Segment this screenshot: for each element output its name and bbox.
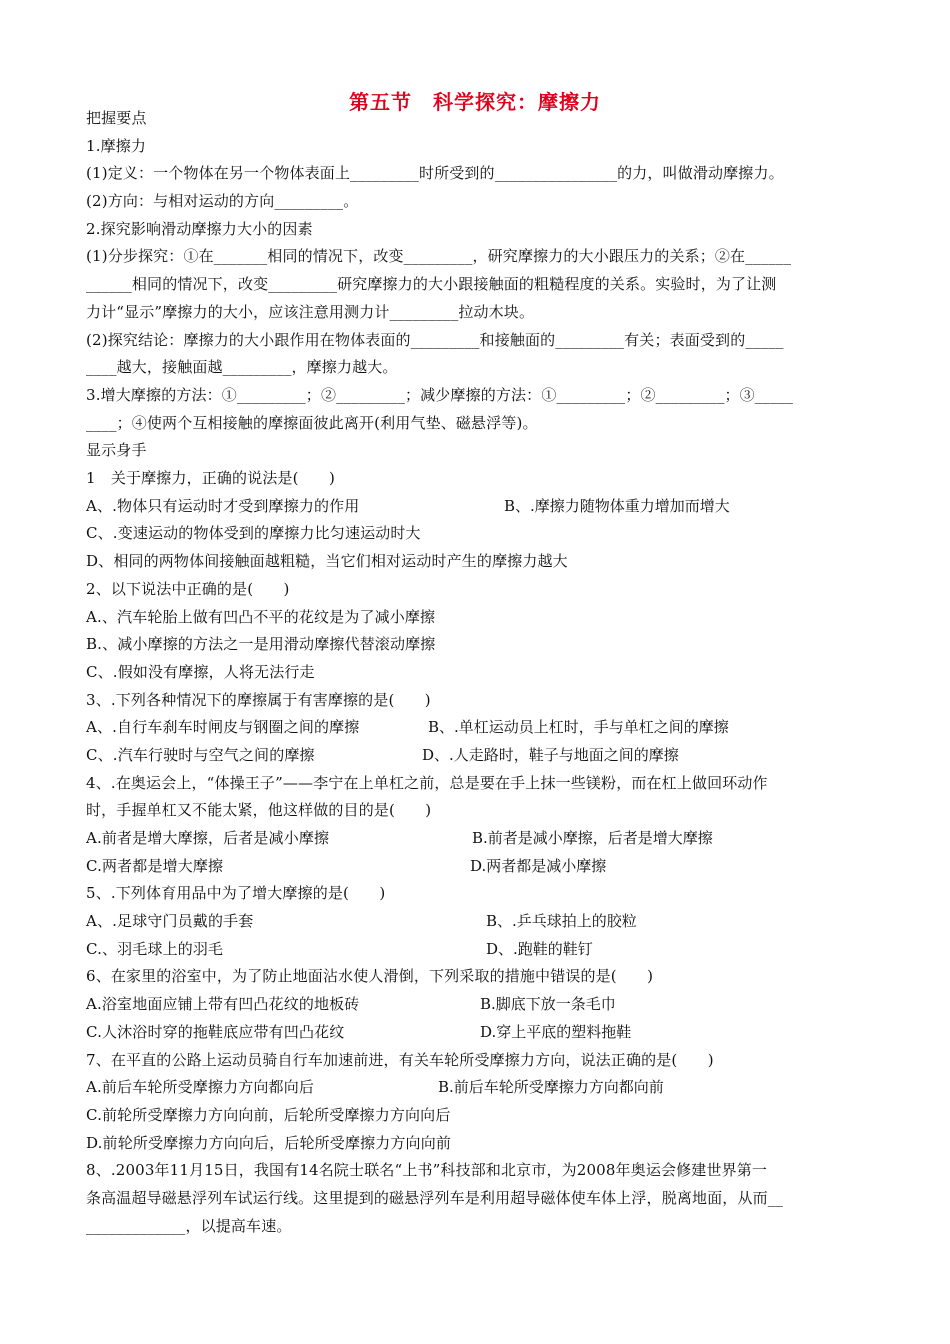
- key-point-line: (1)定义：一个物体在另一个物体表面上_________时所受到的________________的力，叫做滑动摩擦力。: [86, 164, 784, 182]
- key-point-line: (2)方向：与相对运动的方向_________。: [86, 192, 359, 210]
- question-6-option-a: A.浴室地面应铺上带有凹凸花纹的地板砖: [86, 995, 360, 1013]
- question-3-option-b: B、.单杠运动员上杠时，手与单杠之间的摩擦: [428, 718, 729, 736]
- question-6-option-c: C.人沐浴时穿的拖鞋底应带有凹凸花纹: [86, 1023, 345, 1041]
- key-point-line: ____越大，接触面越_________，摩擦力越大。: [86, 358, 398, 376]
- question-3-option-d: D、.人走路时，鞋子与地面之间的摩擦: [422, 746, 679, 764]
- section-heading-show: 显示身手: [86, 441, 147, 459]
- key-point-line: 力计“显示”摩擦力的大小，应该注意用测力计_________拉动木块。: [86, 303, 535, 321]
- question-1-option-a: A、.物体只有运动时才受到摩擦力的作用: [86, 497, 360, 515]
- page-title: 第五节 科学探究：摩擦力: [349, 90, 601, 114]
- question-6-stem: 6、在家里的浴室中，为了防止地面沾水使人滑倒，下列采取的措施中错误的是( ): [86, 967, 654, 985]
- question-7-option-c: C.前轮所受摩擦力方向向前，后轮所受摩擦力方向向后: [86, 1106, 451, 1124]
- question-5-option-d: D、.跑鞋的鞋钉: [486, 940, 593, 958]
- question-1-option-c: C、.变速运动的物体受到的摩擦力比匀速运动时大: [86, 524, 421, 542]
- key-point-line: 2.探究影响滑动摩擦力大小的因素: [86, 220, 313, 238]
- question-5-option-c: C.、羽毛球上的羽毛: [86, 940, 224, 958]
- question-1-stem: 1 关于摩擦力，正确的说法是( ): [86, 469, 335, 487]
- question-7-option-b: B.前后车轮所受摩擦力方向都向前: [438, 1078, 664, 1096]
- question-8-line: 8、.2003年11月15日，我国有14名院士联名“上书”科技部和北京市，为2008年奥运会修建世界第一: [86, 1161, 768, 1179]
- question-6-option-d: D.穿上平底的塑料拖鞋: [480, 1023, 632, 1041]
- question-2-stem: 2、以下说法中正确的是( ): [86, 580, 290, 598]
- question-3-option-c: C、.汽车行驶时与空气之间的摩擦: [86, 746, 315, 764]
- key-point-line: 1.摩擦力: [86, 137, 147, 155]
- question-2-option-b: B.、减小摩擦的方法之一是用滑动摩擦代替滚动摩擦: [86, 635, 436, 653]
- section-heading-key-points: 把握要点: [86, 109, 147, 127]
- question-4-option-c: C.两者都是增大摩擦: [86, 857, 224, 875]
- question-7-stem: 7、在平直的公路上运动员骑自行车加速前进，有关车轮所受摩擦力方向，说法正确的是( ): [86, 1051, 714, 1069]
- key-point-line: (1)分步探究：①在_______相同的情况下，改变_________，研究摩擦力的大小跟压力的关系；②在______: [86, 247, 792, 265]
- question-7-option-d: D.前轮所受摩擦力方向向后，后轮所受摩擦力方向向前: [86, 1134, 452, 1152]
- question-7-option-a: A.前后车轮所受摩擦力方向都向后: [86, 1078, 315, 1096]
- question-2-option-c: C、.假如没有摩擦，人将无法行走: [86, 663, 315, 681]
- question-1-option-b: B、.摩擦力随物体重力增加而增大: [504, 497, 730, 515]
- question-4-option-b: B.前者是减小摩擦，后者是增大摩擦: [472, 829, 713, 847]
- question-5-option-a: A、.足球守门员戴的手套: [86, 912, 254, 930]
- question-4-option-a: A.前者是增大摩擦，后者是减小摩擦: [86, 829, 330, 847]
- question-4-stem: 时，手握单杠又不能太紧，他这样做的目的是( ): [86, 801, 432, 819]
- question-4-stem: 4、.在奥运会上，“体操王子”——李宁在上单杠之前，总是要在手上抹一些镁粉，而在杠上做回环动作: [86, 774, 768, 792]
- question-6-option-b: B.脚底下放一条毛巾: [480, 995, 616, 1013]
- question-8-line: 条高温超导磁悬浮列车试运行线。这里提到的磁悬浮列车是利用超导磁体使车体上浮，脱离地面，从而__: [86, 1189, 784, 1207]
- key-point-line: (2)探究结论：摩擦力的大小跟作用在物体表面的_________和接触面的_________有关；表面受到的_____: [86, 331, 784, 349]
- question-2-option-a: A.、汽车轮胎上做有凹凸不平的花纹是为了减小摩擦: [86, 608, 436, 626]
- key-point-line: ____；④使两个互相接触的摩擦面彼此离开(利用气垫、磁悬浮等)。: [86, 414, 538, 432]
- key-point-line: ______相同的情况下，改变_________研究摩擦力的大小跟接触面的粗糙程度的关系。实验时，为了让测: [86, 275, 777, 293]
- question-1-option-d: D、相同的两物体间接触面越粗糙，当它们相对运动时产生的摩擦力越大: [86, 552, 568, 570]
- question-5-option-b: B、.乒乓球拍上的胶粒: [486, 912, 637, 930]
- question-4-option-d: D.两者都是减小摩擦: [470, 857, 607, 875]
- question-5-stem: 5、.下列体育用品中为了增大摩擦的是( ): [86, 884, 386, 902]
- question-3-stem: 3、.下列各种情况下的摩擦属于有害摩擦的是( ): [86, 691, 431, 709]
- key-point-line: 3.增大摩擦的方法：①_________；②_________；减少摩擦的方法：①_________；②_________；③_____: [86, 386, 794, 404]
- question-8-line: _____________，以提高车速。: [86, 1217, 292, 1235]
- question-3-option-a: A、.自行车刹车时闸皮与钢圈之间的摩擦: [86, 718, 360, 736]
